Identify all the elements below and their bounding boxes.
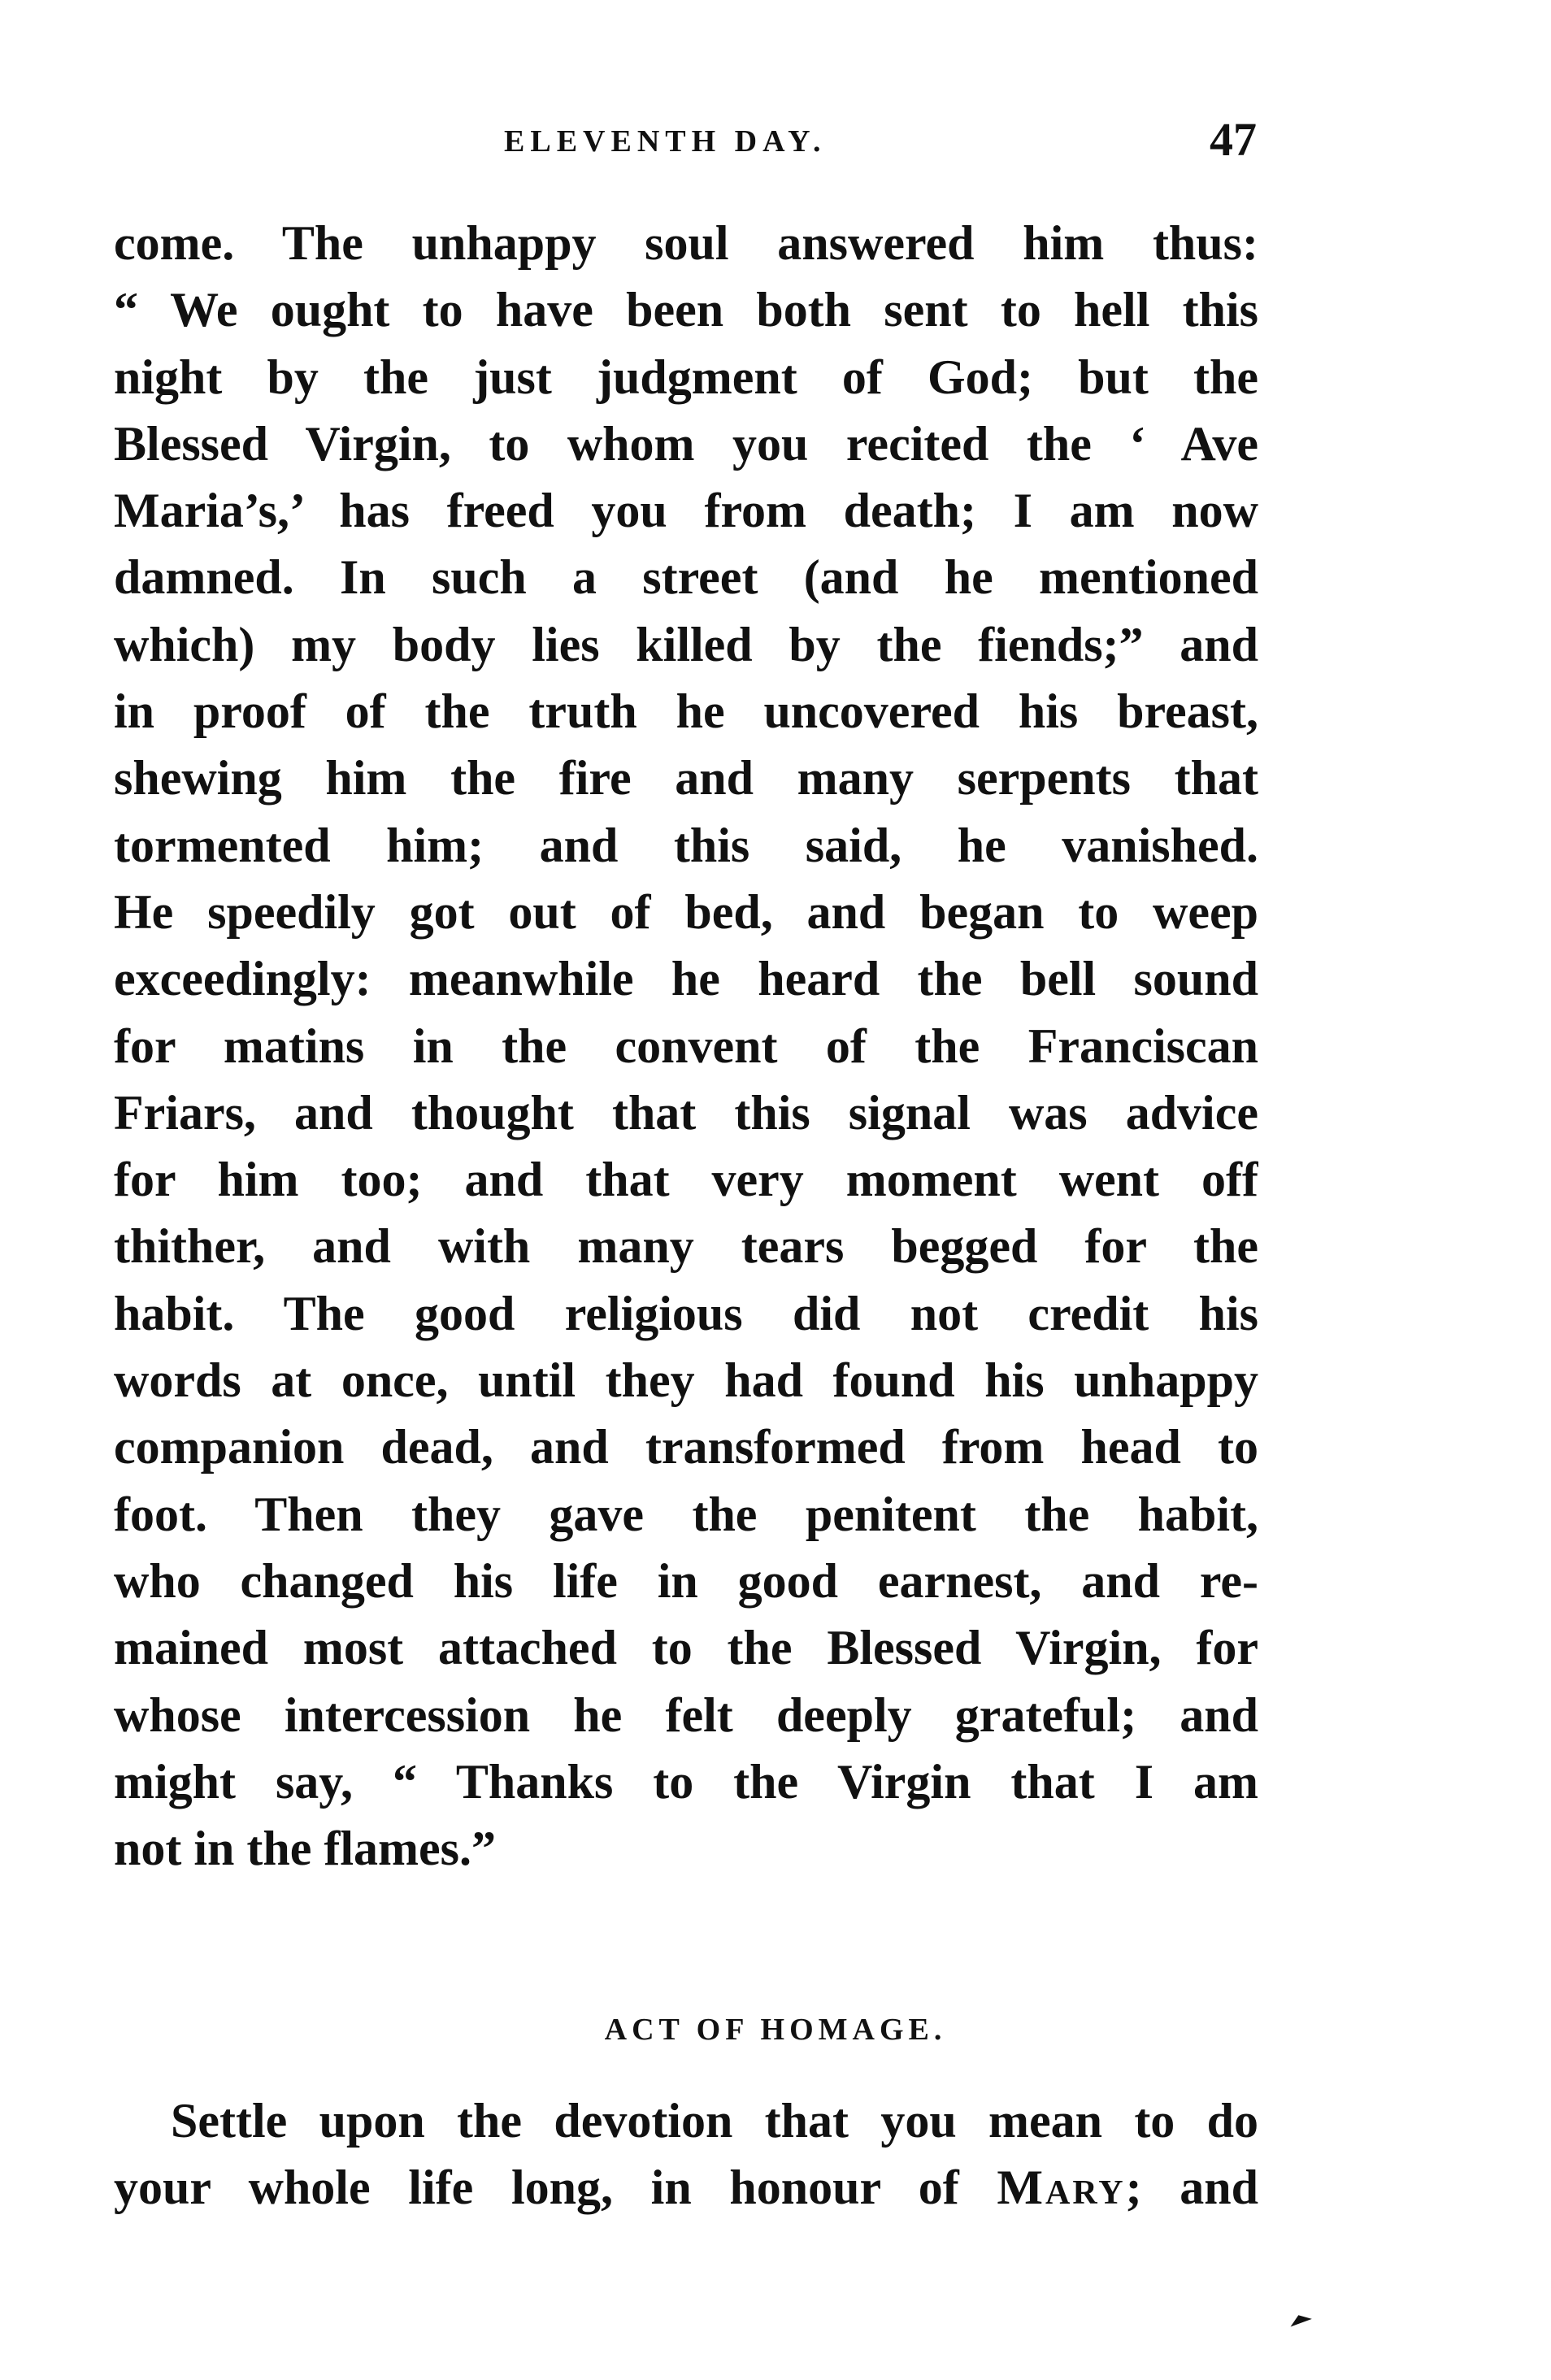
text-line: who changed his life in good earnest, and re- — [114, 1553, 1258, 1608]
text-line: words at once, until they had found his unhappy — [114, 1353, 1258, 1408]
section-heading: ACT OF HOMAGE. — [604, 2013, 947, 2047]
text-line: might say, “ Thanks to the Virgin that I am — [114, 1754, 1258, 1809]
printer-mark-icon — [1288, 2312, 1312, 2327]
text-fragment: your whole life long, in honour of — [114, 2161, 997, 2215]
text-line: foot. Then they gave the penitent the habit, — [114, 1487, 1258, 1541]
name-mary: Mary — [997, 2161, 1126, 2215]
running-head — [114, 112, 1257, 169]
text-line: come. The unhappy soul answered him thus: — [114, 216, 1258, 270]
text-line: exceedingly: meanwhile he heard the bell sound — [114, 952, 1258, 1006]
text-line: for him too; and that very moment went off — [114, 1153, 1258, 1207]
text-line: damned. In such a street (and he mentioned — [114, 550, 1258, 605]
text-line: He speedily got out of bed, and began to weep — [114, 884, 1258, 939]
text-line: shewing him the fire and many serpents that — [114, 751, 1258, 806]
text-line: Blessed Virgin, to whom you recited the ‘ Ave — [114, 416, 1258, 471]
text-line — [114, 2154, 1258, 2221]
text-line: “ We ought to have been both sent to hell this — [114, 283, 1258, 337]
text-line: mained most attached to the Blessed Virgin, for — [114, 1621, 1258, 1675]
text-line: night by the just judgment of God; but the — [114, 350, 1258, 404]
text-line: in proof of the truth he uncovered his breast, — [114, 684, 1258, 739]
homage-paragraph — [114, 2087, 1258, 2221]
text-line: companion dead, and transformed from head to — [114, 1420, 1258, 1474]
page-number: 47 — [1210, 113, 1257, 166]
main-paragraph — [114, 210, 1258, 1882]
text-line: thither, and with many tears begged for the — [114, 1219, 1258, 1274]
running-title: ELEVENTH DAY. — [504, 124, 827, 159]
text-line: habit. The good religious did not credit his — [114, 1286, 1258, 1340]
text-line-last: not in the flames.” — [114, 1822, 496, 1876]
text-line: Friars, and thought that this signal was advice — [114, 1085, 1258, 1140]
text-line: Maria’s,’ has freed you from death; I am now — [114, 484, 1258, 538]
text-line: tormented him; and this said, he vanished. — [114, 818, 1258, 872]
text-fragment: ; and — [1125, 2161, 1258, 2215]
text-line: which) my body lies killed by the fiends;” and — [114, 617, 1258, 671]
text-line: whose intercession he felt deeply grateful; and — [114, 1687, 1258, 1742]
text-line: for matins in the convent of the Franciscan — [114, 1018, 1258, 1073]
text-line: Settle upon the devotion that you mean to do — [171, 2094, 1258, 2148]
